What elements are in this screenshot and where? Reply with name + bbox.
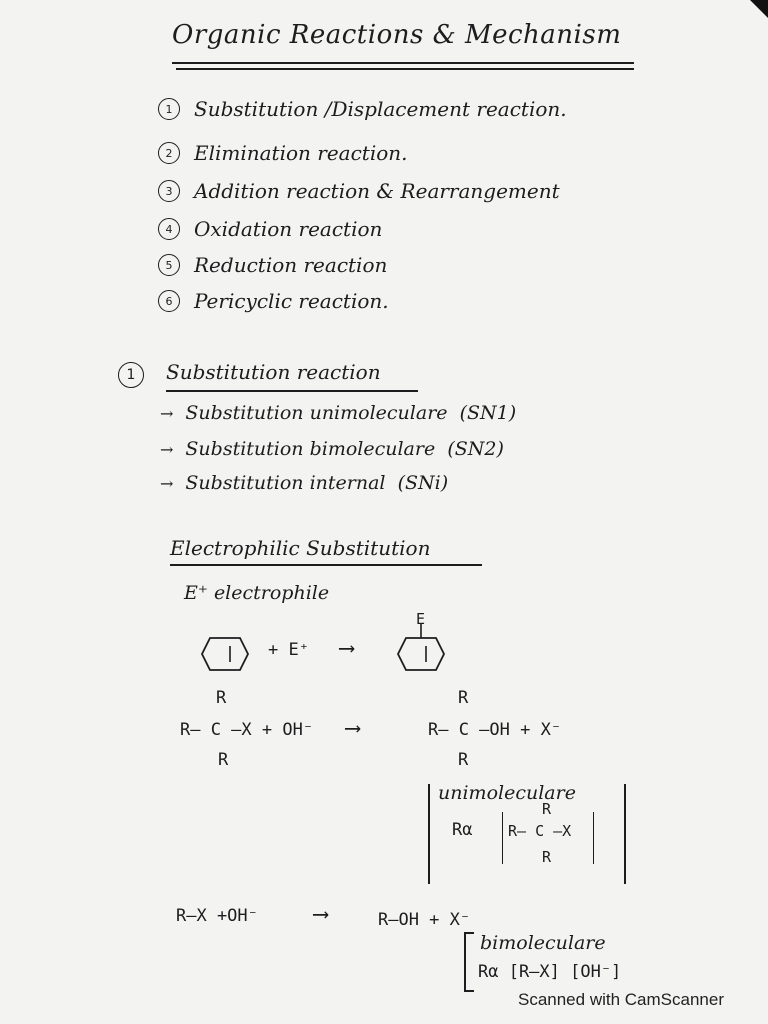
inner-top-r: R [542, 800, 552, 818]
reaction-type-item [158, 94, 567, 124]
bimolecular-bracket-bottom [464, 990, 474, 992]
reaction-type-item [158, 176, 560, 206]
item-number: 5 [158, 254, 180, 276]
electrophilic-heading: Electrophilic Substitution [170, 536, 431, 560]
reactant-bottom-r: R [218, 750, 229, 770]
bimolecular-bracket-top [464, 932, 474, 934]
unimolecular-label: unimoleculare [438, 782, 576, 804]
bimolecular-label: bimoleculare [480, 932, 606, 954]
item-number: 2 [158, 142, 180, 164]
item-text: Addition reaction & Rearrangement [194, 179, 560, 203]
inner-bottom-r: R [542, 848, 552, 866]
reaction-type-item [158, 250, 387, 280]
substituent-label: E [416, 610, 426, 628]
section-number: 1 [118, 362, 144, 388]
item-tag: (SNi) [397, 472, 449, 494]
camscanner-watermark: Scanned with CamScanner [517, 990, 724, 1009]
bimolecular-rate: Rα [R—X] [OH⁻] [478, 962, 622, 982]
item-number: 1 [158, 98, 180, 120]
substitution-type-item [160, 402, 516, 424]
arrow-icon: → [160, 440, 174, 459]
arrow-icon: → [160, 404, 174, 423]
item-text: Elimination reaction. [194, 141, 408, 165]
title-underline-1 [172, 62, 634, 64]
item-tag: (SN2) [447, 438, 504, 460]
item-number: 4 [158, 218, 180, 240]
product-top-r: R [458, 688, 469, 708]
alkyl-eq-arrow: ⟶ [346, 716, 360, 741]
electrophilic-heading-underline [170, 564, 482, 566]
simple-eq-arrow: ⟶ [314, 902, 328, 927]
page-corner-shadow [750, 0, 768, 18]
bimolecular-bracket-line [464, 932, 466, 992]
item-text: Substitution bimoleculare [185, 438, 436, 460]
title-underline-2 [176, 68, 634, 70]
page-title: Organic Reactions & Mechanism [172, 20, 622, 50]
item-text: Substitution /Displacement reaction. [194, 97, 567, 121]
section-heading: Substitution reaction [166, 360, 381, 384]
product-bottom-r: R [458, 750, 469, 770]
item-text: Pericyclic reaction. [194, 289, 389, 313]
simple-eq-lhs: R—X +OH⁻ [176, 906, 258, 926]
substitution-type-item [160, 438, 504, 460]
reactant-mid: R— C —X + OH⁻ [180, 720, 314, 740]
item-text: Reduction reaction [194, 253, 388, 277]
electrophile-definition: E⁺ electrophile [184, 582, 330, 604]
reaction-type-item [158, 214, 382, 244]
benzene-ring-icon [200, 634, 250, 674]
item-tag: (SN1) [459, 402, 517, 424]
product-mid: R— C —OH + X⁻ [428, 720, 562, 740]
benzene-eq-arrow: ⟶ [340, 636, 354, 661]
simple-eq-rhs: R—OH + X⁻ [378, 910, 471, 930]
reactant-top-r: R [216, 688, 227, 708]
reaction-type-item [158, 138, 408, 168]
unimolecular-rate: Rα [452, 820, 473, 840]
inner-mid: R— C —X [508, 822, 572, 840]
substituted-benzene-icon [396, 622, 446, 674]
arrow-icon: → [160, 474, 174, 493]
benzene-eq-plus: + E⁺ [268, 640, 309, 660]
item-number: 3 [158, 180, 180, 202]
item-text: Substitution internal [185, 472, 386, 494]
reaction-type-item [158, 286, 389, 316]
item-text: Substitution unimoleculare [185, 402, 448, 424]
item-text: Oxidation reaction [194, 217, 383, 241]
substitution-type-item [160, 472, 448, 494]
item-number: 6 [158, 290, 180, 312]
section-heading-underline [166, 390, 418, 392]
